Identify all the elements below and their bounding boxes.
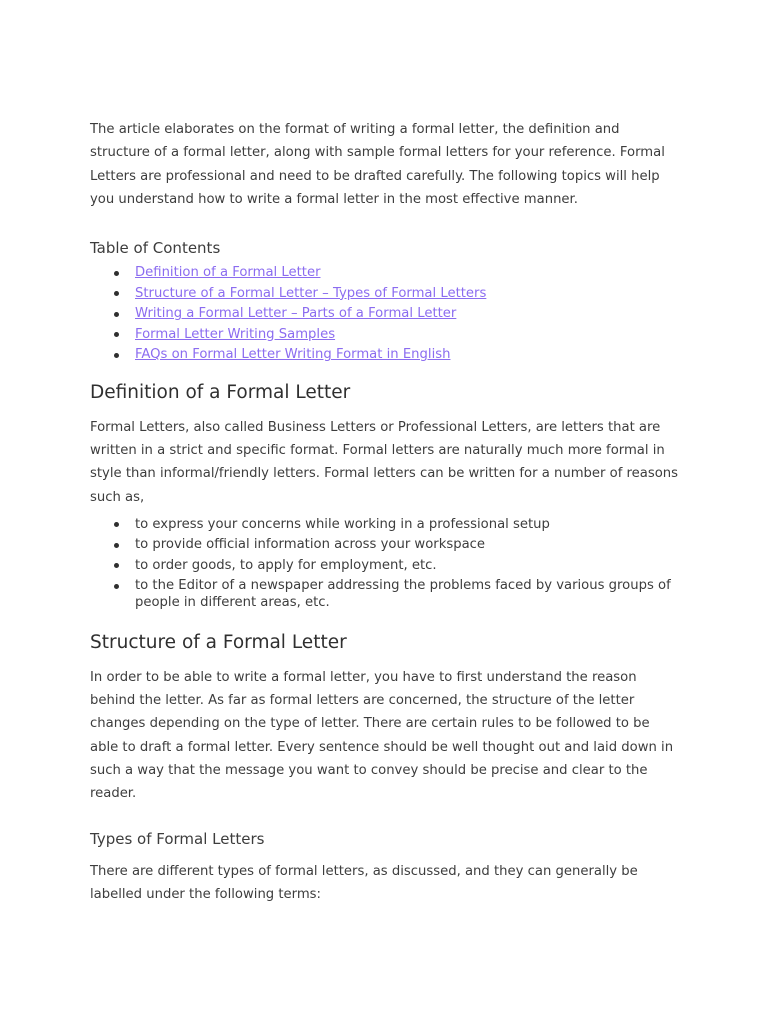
list-item: to the Editor of a newspaper addressing the problems faced by various groups of people in different areas, etc. bbox=[90, 577, 680, 611]
intro-paragraph: The article elaborates on the format of writing a formal letter, the definition and structure of a formal letter, along with sample formal letters for your reference. Formal Letters are professional and need to be drafted carefully. The following topics will help you understand how to write a formal letter in the most effective manner. bbox=[90, 122, 665, 207]
reasons-list bbox=[90, 516, 680, 612]
toc-item bbox=[90, 264, 680, 281]
toc-item bbox=[90, 326, 680, 343]
toc-title: Table of Contents bbox=[90, 239, 221, 258]
toc-link-faqs[interactable]: FAQs on Formal Letter Writing Format in English bbox=[135, 347, 451, 363]
definition-paragraph: Formal Letters, also called Business Letters or Professional Letters, are letters that are written in a strict and specific format. Formal letters are naturally much more formal in style than informal/friendly letters. Formal letters can be written for a number of reasons such as, bbox=[90, 419, 679, 505]
toc-item bbox=[90, 305, 680, 322]
toc-item bbox=[90, 285, 680, 302]
article bbox=[90, 118, 680, 906]
toc-link-writing[interactable]: Writing a Formal Letter – Parts of a Formal Letter bbox=[135, 306, 457, 322]
toc-link-structure[interactable]: Structure of a Formal Letter – Types of Formal Letters bbox=[135, 285, 487, 301]
table-of-contents bbox=[90, 264, 680, 363]
types-paragraph: There are different types of formal letters, as discussed, and they can generally be labelled under the following terms: bbox=[90, 863, 638, 902]
toc-link-definition[interactable]: Definition of a Formal Letter bbox=[135, 265, 321, 281]
structure-paragraph: In order to be able to write a formal letter, you have to first understand the reason behind the letter. As far as formal letters are concerned, the structure of the letter changes depending on the type of letter. There are certain rules to be followed to be able to draft a formal letter. Every sentence should be well thought out and laid down in such a way that the message you want to convey should be precise and clear to the reader. bbox=[90, 669, 674, 802]
structure-heading: Structure of a Formal Letter bbox=[90, 631, 347, 653]
types-heading: Types of Formal Letters bbox=[90, 829, 265, 848]
toc-item bbox=[90, 346, 680, 363]
list-item: to order goods, to apply for employment, etc. bbox=[90, 557, 680, 574]
list-item: to provide official information across your workspace bbox=[90, 536, 680, 553]
definition-heading: Definition of a Formal Letter bbox=[90, 381, 351, 403]
toc-link-samples[interactable]: Formal Letter Writing Samples bbox=[135, 326, 336, 342]
list-item: to express your concerns while working in a professional setup bbox=[90, 516, 680, 533]
